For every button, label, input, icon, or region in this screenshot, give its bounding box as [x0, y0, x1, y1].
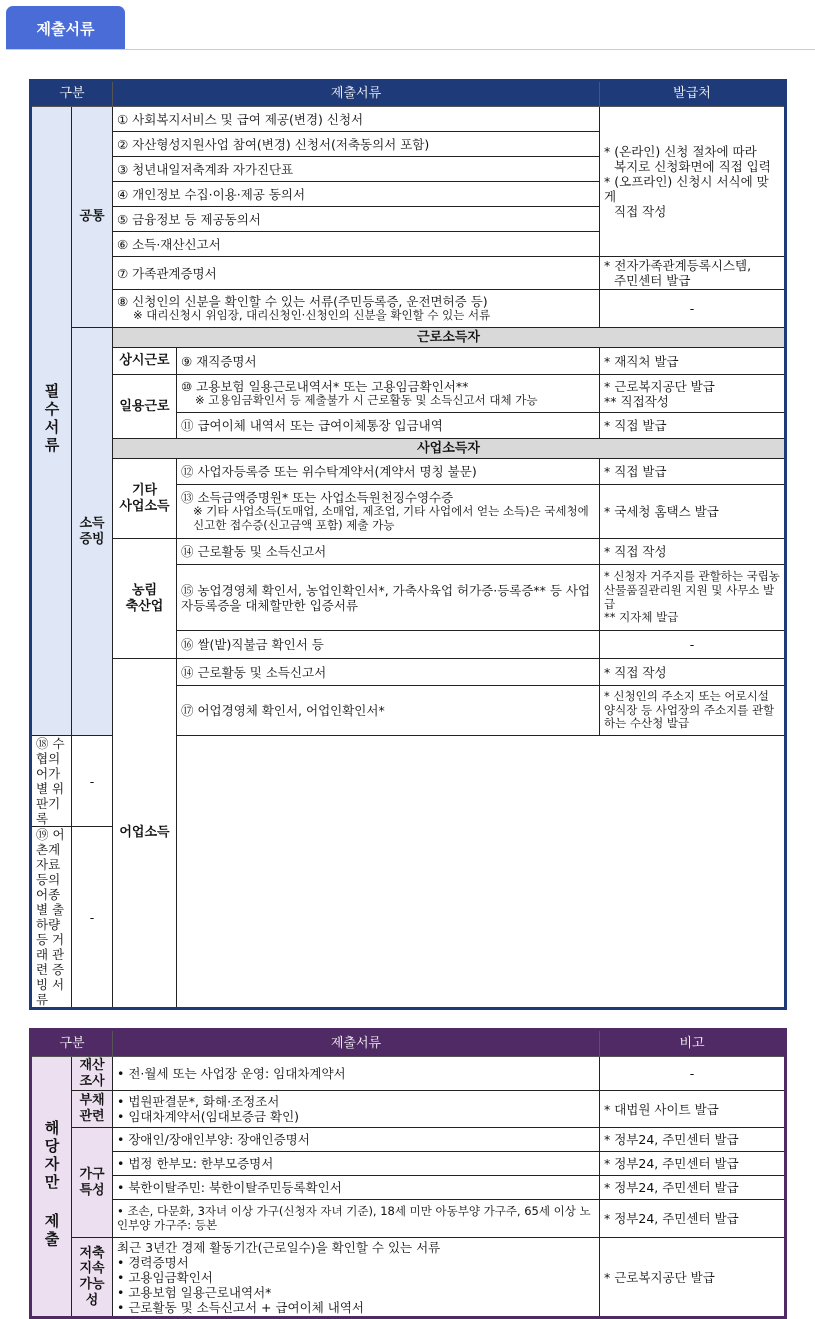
issuer: * 국세청 홈택스 발급 [600, 485, 786, 539]
doc-item: ① 사회복지서비스 및 급여 제공(변경) 신청서 [113, 107, 600, 132]
table-row [31, 539, 786, 565]
doc-item: ⑨ 재직증명서 [177, 348, 600, 375]
category-debt: 부채관련 [72, 1091, 113, 1128]
table-row [31, 107, 786, 132]
tab-label: 제출서류 [36, 19, 95, 38]
issuer: - [600, 631, 786, 659]
doc-item: ⑩ 고용보험 일용근로내역서* 또는 고용임금확인서** ※ 고용임금확인서 등 제출불가 시 근로활동 및 소득신고서 대체 가능 [177, 375, 600, 413]
doc-item: • 북한이탈주민: 북한이탈주민등록확인서 [113, 1176, 600, 1200]
doc-item: • 법정 한부모: 한부모증명서 [113, 1152, 600, 1176]
header-issuer: 발급처 [600, 81, 786, 107]
tables-container [29, 79, 784, 1319]
table-header [31, 81, 786, 107]
section-workers: 근로소득자 [113, 328, 786, 348]
doc-item: ⑰ 어업경영체 확인서, 어업인확인서* [177, 686, 600, 736]
note: - [600, 1057, 786, 1091]
issuer-item8: - [600, 290, 786, 328]
tab-divider [6, 49, 815, 50]
section-conditional: 해당자만 제출 [31, 1057, 72, 1318]
issuer: * 재직처 발급 [600, 348, 786, 375]
doc-item: • 전·월세 또는 사업장 운영: 임대차계약서 [113, 1057, 600, 1091]
required-documents-table [29, 79, 787, 1010]
conditional-documents-table [29, 1028, 787, 1319]
doc-item: ⑯ 쌀(밭)직불금 확인서 등 [177, 631, 600, 659]
issuer: * 직접 작성 [600, 659, 786, 686]
category-household: 가구특성 [72, 1128, 113, 1238]
doc-item: ⑦ 가족관계증명서 [113, 257, 600, 290]
category-income: 소득증빙 [72, 328, 113, 736]
note: * 정부24, 주민센터 발급 [600, 1152, 786, 1176]
section-row [31, 328, 786, 348]
table-row [31, 1057, 786, 1091]
doc-item: • 법원판결문*, 화해·조정조서 • 임대차계약서(임대보증금 확인) [113, 1091, 600, 1128]
table-header [31, 1030, 786, 1057]
table-row [31, 290, 786, 328]
doc-item: ⑫ 사업자등록증 또는 위수탁계약서(계약서 명칭 불문) [177, 459, 600, 485]
doc-item: ⑤ 금융정보 등 제공동의서 [113, 207, 600, 232]
header-documents: 제출서류 [113, 1030, 600, 1057]
header-category: 구분 [31, 81, 113, 107]
subcategory-daily: 일용근로 [113, 375, 177, 439]
doc-item: ⑧ 신청인의 신분을 확인할 수 있는 서류(주민등록증, 운전면허증 등) ※ 대리신청시 위임장, 대리신청인·신청인의 신분을 확인할 수 있는 서류 [113, 290, 600, 328]
issuer: * 근로복지공단 발급 ** 직접작성 [600, 375, 786, 413]
table-row [31, 1176, 786, 1200]
doc-item: • 장애인/장애인부양: 장애인증명서 [113, 1128, 600, 1152]
table-row [31, 257, 786, 290]
issuer-item7: * 전자가족관계등록시스템, 주민센터 발급 [600, 257, 786, 290]
issuer-common: * (온라인) 신청 절차에 따라 복지로 신청화면에 직접 입력 * (오프라인) 신청시 서식에 맞게 직접 작성 [600, 107, 786, 257]
issuer: - [72, 736, 113, 827]
header-documents: 제출서류 [113, 81, 600, 107]
doc-item: ⑭ 근로활동 및 소득신고서 [177, 659, 600, 686]
note: * 정부24, 주민센터 발급 [600, 1176, 786, 1200]
note: * 정부24, 주민센터 발급 [600, 1200, 786, 1238]
doc-item: • 조손, 다문화, 3자녀 이상 가구(신청자 자녀 기준), 18세 미만 아동부양 가구주, 65세 이상 노인부양 가구주: 등본 [113, 1200, 600, 1238]
doc-item: ⑲ 어촌계 자료 등의 어종별 출하량 등 거래 관련 증빙 서류 [31, 827, 72, 1009]
table-row [31, 1152, 786, 1176]
table-row [31, 348, 786, 375]
doc-item: ③ 청년내일저축계좌 자가진단표 [113, 157, 600, 182]
doc-item: 최근 3년간 경제 활동기간(근로일수)을 확인할 수 있는 서류 • 경력증명서 • 고용임금확인서 • 고용보험 일용근로내역서* • 근로활동 및 소득신고서 + 급여이체 내역서 [113, 1238, 600, 1318]
subcategory-regular: 상시근로 [113, 348, 177, 375]
doc-item: ② 자산형성지원사업 참여(변경) 신청서(저축동의서 포함) [113, 132, 600, 157]
doc-item: ④ 개인정보 수집·이용·제공 동의서 [113, 182, 600, 207]
header-note: 비고 [600, 1030, 786, 1057]
doc-item: ⑬ 소득금액증명원* 또는 사업소득원천징수영수증 ※ 기타 사업소득(도매업, 소매업, 제조업, 기타 사업에서 얻는 소득)은 국세청에 신고한 접수증(신고금액 포함) 제출 가능 [177, 485, 600, 539]
section-business: 사업소득자 [113, 439, 786, 459]
section-row [31, 439, 786, 459]
subcategory-farm: 농림 축산업 [113, 539, 177, 659]
doc-item: ⑪ 급여이체 내역서 또는 급여이체통장 입금내역 [177, 413, 600, 439]
doc-item: ⑥ 소득·재산신고서 [113, 232, 600, 257]
table-row [31, 459, 786, 485]
tab-submit-documents[interactable] [6, 6, 125, 50]
issuer: * 직접 발급 [600, 413, 786, 439]
table-row [31, 1238, 786, 1318]
header-category: 구분 [31, 1030, 113, 1057]
issuer: * 직접 발급 [600, 459, 786, 485]
issuer: * 신청인의 주소지 또는 어로시설 양식장 등 사업장의 주소지를 관할하는 수산청 발급 [600, 686, 786, 736]
note: * 대법원 사이트 발급 [600, 1091, 786, 1128]
doc-item: ⑱ 수협의 어가별 위판기록 [31, 736, 72, 827]
issuer: * 직접 작성 [600, 539, 786, 565]
subcategory-other-business: 기타 사업소득 [113, 459, 177, 539]
section-required: 필수서류 [31, 107, 72, 736]
table-row [31, 1128, 786, 1152]
category-common: 공통 [72, 107, 113, 328]
doc-item: ⑭ 근로활동 및 소득신고서 [177, 539, 600, 565]
note: * 정부24, 주민센터 발급 [600, 1128, 786, 1152]
subcategory-fishery: 어업소득 [113, 659, 177, 1009]
category-property: 재산조사 [72, 1057, 113, 1091]
table-row [31, 1091, 786, 1128]
issuer: - [72, 827, 113, 1009]
doc-item: ⑮ 농업경영체 확인서, 농업인확인서*, 가축사육업 허가증·등록증** 등 사업자등록증을 대체할만한 입증서류 [177, 565, 600, 631]
table-row [31, 1200, 786, 1238]
note: * 근로복지공단 발급 [600, 1238, 786, 1318]
category-saving: 저축지속가능성 [72, 1238, 113, 1318]
table-row [31, 375, 786, 413]
issuer: * 신청자 거주지를 관할하는 국립농산물품질관리원 지원 및 사무소 발급 ** 지자체 발급 [600, 565, 786, 631]
table-row [31, 659, 786, 686]
